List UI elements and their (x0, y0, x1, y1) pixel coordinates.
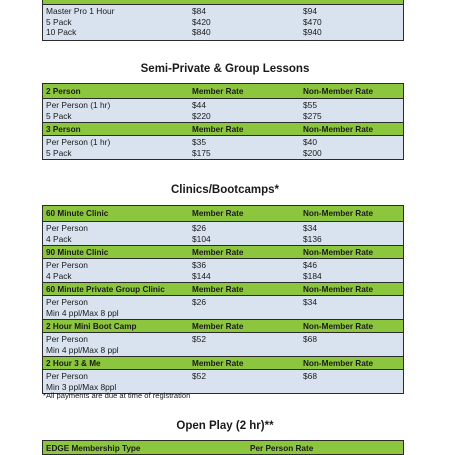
payment-note: *All payments are due at time of registration (43, 391, 191, 400)
table-cell: Member Rate (192, 209, 244, 218)
table-cell: Non-Member Rate (303, 124, 374, 134)
table-cell: $136 (303, 233, 322, 244)
table-header (43, 441, 403, 455)
table-cell: Member Rate (192, 358, 244, 368)
table-cell: $104 (192, 233, 211, 244)
table-cell: Per Person (46, 334, 88, 344)
table-body (43, 333, 403, 357)
table-cell: Non-Member Rate (303, 86, 374, 96)
table-cell: $420 (192, 16, 211, 27)
table-header (43, 84, 403, 99)
table-cell: $46 (303, 260, 317, 270)
table-cell: 10 Pack (46, 27, 77, 37)
table-body (43, 296, 403, 320)
table-cell: $200 (303, 147, 322, 158)
semi-private-table (42, 83, 404, 160)
table-cell: $220 (192, 110, 211, 121)
table-cell: 4 Pack (46, 233, 72, 244)
table-cell: $52 (192, 334, 206, 344)
table-body (43, 99, 403, 123)
table-cell: $40 (303, 137, 317, 147)
table-cell: Min 3 ppl/Max 8ppl (46, 381, 117, 392)
section-title-clinics: Clinics/Bootcamps* (171, 184, 279, 196)
table-cell: $34 (303, 297, 317, 307)
table-header (43, 320, 403, 333)
clinics-table (42, 205, 404, 394)
table-body (43, 259, 403, 283)
table-cell: $184 (303, 270, 322, 281)
table-cell: $144 (192, 270, 211, 281)
table-header (43, 123, 403, 136)
table-cell: Non-Member Rate (303, 284, 374, 294)
table-cell: Per Person (1 hr) (46, 137, 111, 147)
table-row (43, 260, 403, 271)
table-cell: $94 (303, 6, 317, 16)
table-header (43, 357, 403, 370)
table-cell: Per Person Rate (250, 444, 314, 453)
table-cell: $44 (192, 100, 206, 110)
table-cell: Non-Member Rate (303, 321, 374, 331)
table-row (43, 371, 403, 382)
table-cell: Per Person (46, 223, 88, 233)
table-cell: Non-Member Rate (303, 358, 374, 368)
table-cell: EDGE Membership Type (46, 444, 141, 453)
table-body (43, 370, 403, 393)
table-cell: Min 4 ppl/Max 8 ppl (46, 307, 119, 318)
table-cell: 4 Pack (46, 270, 72, 281)
table-row (43, 6, 403, 17)
table-cell (190, 382, 301, 393)
table-cell: Per Person (46, 260, 88, 270)
table-cell: $68 (303, 334, 317, 344)
table-cell: Member Rate (192, 86, 244, 96)
table-cell: $34 (303, 223, 317, 233)
table-row (43, 334, 403, 345)
table-body (43, 136, 403, 159)
table-cell: $68 (303, 371, 317, 381)
section-title-open-play: Open Play (2 hr)** (176, 420, 274, 432)
table-cell: $84 (192, 6, 206, 16)
table-cell: $36 (192, 260, 206, 270)
table-body (43, 5, 403, 40)
table-cell: $55 (303, 100, 317, 110)
table-header (43, 246, 403, 259)
table-cell: $52 (192, 371, 206, 381)
table-cell: Per Person (46, 371, 88, 381)
table-cell: $26 (192, 223, 206, 233)
table-cell: Per Person (1 hr) (46, 100, 111, 110)
table-cell: 2 Hour 3 & Me (46, 358, 101, 368)
table-cell: Member Rate (192, 247, 244, 257)
table-cell: $275 (303, 110, 322, 121)
table-cell (301, 308, 403, 319)
table-cell: 2 Hour Mini Boot Camp (46, 321, 137, 331)
table-header (43, 206, 403, 222)
table-cell (301, 345, 403, 356)
table-cell: $35 (192, 137, 206, 147)
table-cell: $840 (192, 27, 211, 37)
table-cell: Master Pro 1 Hour (46, 6, 115, 16)
table-cell: Member Rate (192, 284, 244, 294)
table-row (43, 148, 403, 159)
table-cell: 5 Pack (46, 16, 72, 27)
section-title-semi-private: Semi-Private & Group Lessons (140, 63, 310, 75)
open-play-table (42, 440, 404, 455)
table-row (43, 137, 403, 148)
private-lessons-table (42, 0, 404, 41)
table-cell: Member Rate (192, 321, 244, 331)
table-row (43, 111, 403, 122)
table-row (43, 297, 403, 308)
table-row (43, 234, 403, 245)
table-cell: Min 4 ppl/Max 8 ppl (46, 344, 119, 355)
table-cell: 5 Pack (46, 147, 72, 158)
table-cell: 5 Pack (46, 110, 72, 121)
table-cell: $940 (303, 27, 322, 37)
table-cell: 60 Minute Clinic (46, 209, 109, 218)
table-cell (301, 382, 403, 393)
table-row (43, 271, 403, 282)
table-cell: $26 (192, 297, 206, 307)
table-cell (190, 308, 301, 319)
table-row (43, 27, 403, 38)
table-cell: 3 Person (46, 124, 81, 134)
table-header (43, 283, 403, 296)
table-body (43, 222, 403, 246)
table-cell: Non-Member Rate (303, 247, 374, 257)
table-row (43, 100, 403, 111)
table-row (43, 223, 403, 234)
table-cell: 60 Minute Private Group Clinic (46, 284, 165, 294)
table-cell: Non-Member Rate (303, 209, 374, 218)
table-row (43, 308, 403, 319)
table-cell: 2 Person (46, 86, 81, 96)
table-cell: $470 (303, 16, 322, 27)
table-row (43, 345, 403, 356)
table-cell: Per Person (46, 297, 88, 307)
table-row (43, 17, 403, 28)
table-cell: Member Rate (192, 124, 244, 134)
table-cell: $175 (192, 147, 211, 158)
table-cell (190, 345, 301, 356)
table-cell: 90 Minute Clinic (46, 247, 109, 257)
